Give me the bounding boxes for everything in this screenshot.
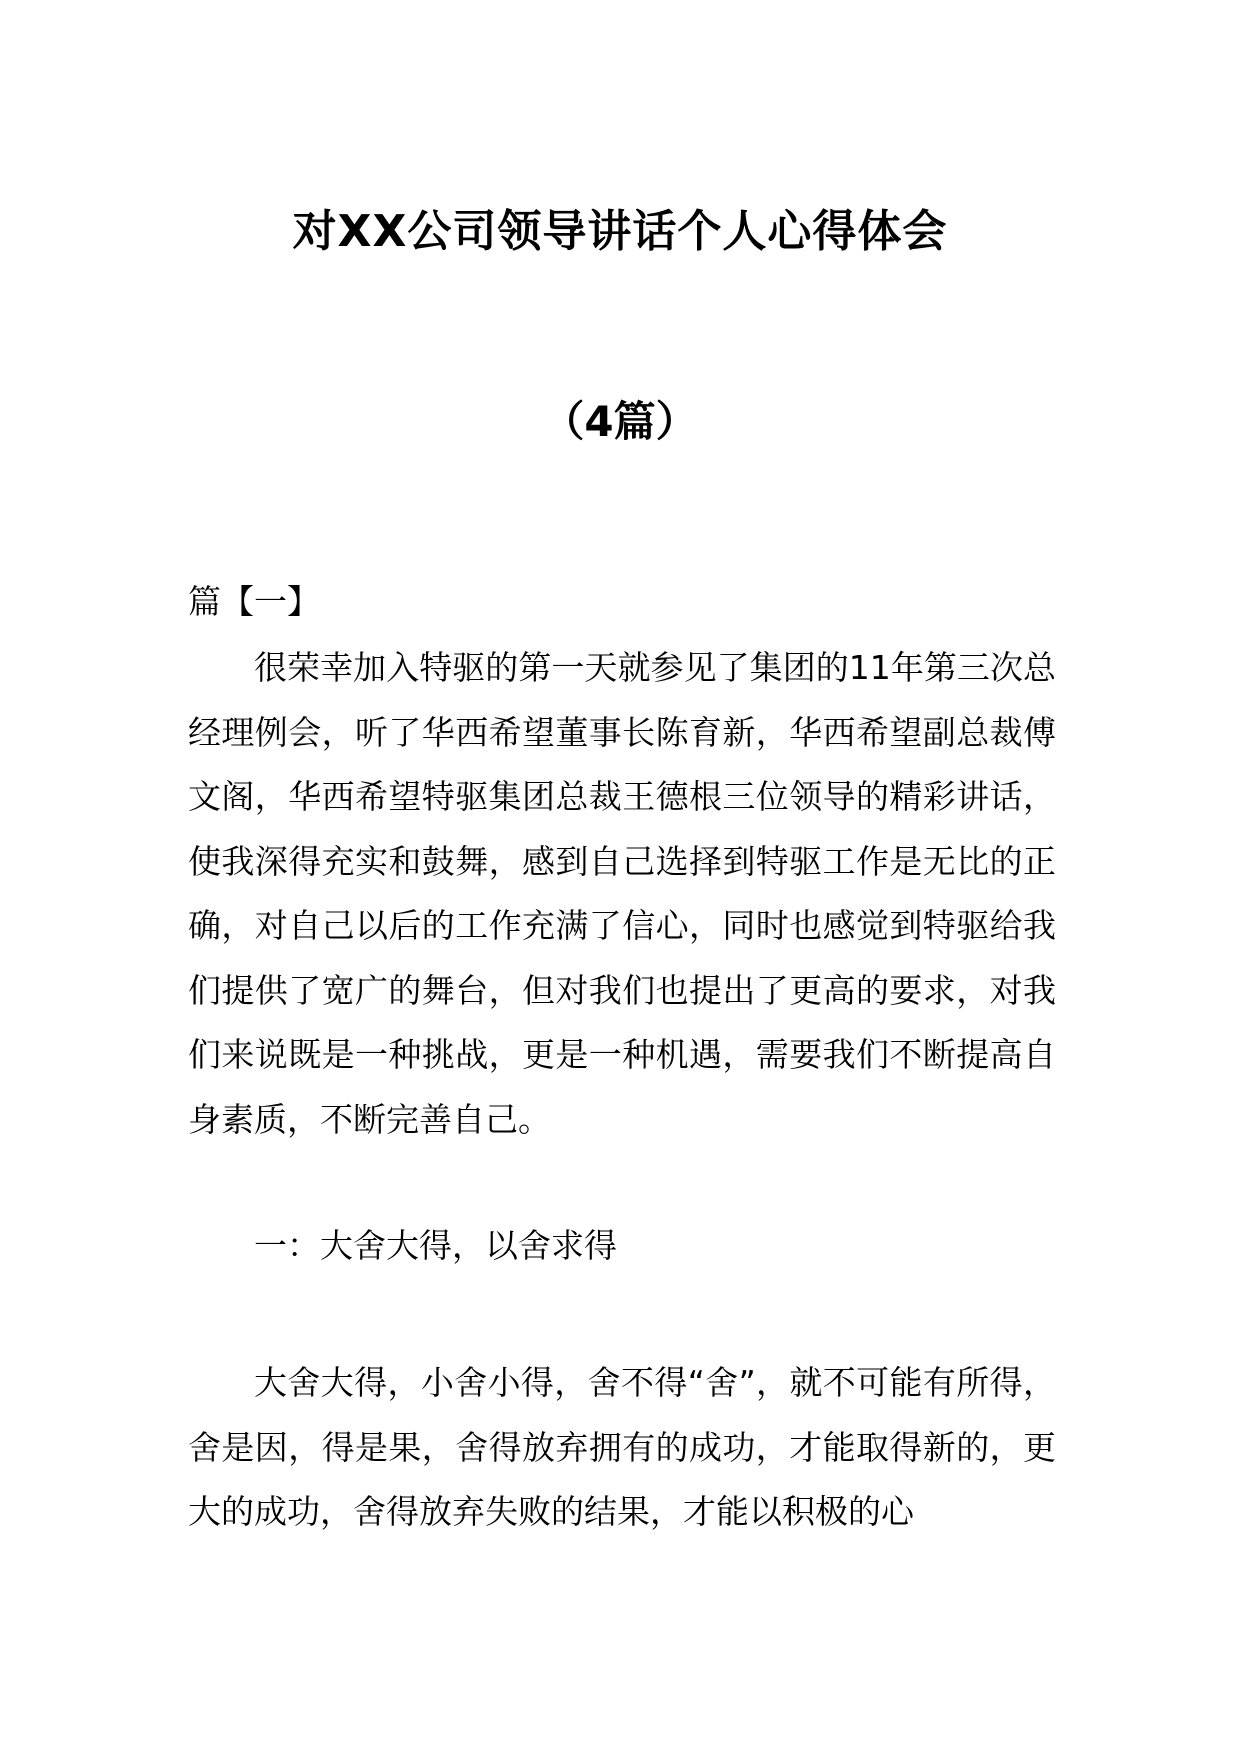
body-paragraph-1: 很荣幸加入特驱的第一天就参见了集团的11年第三次总经理例会，听了华西希望董事长陈育新，华西希望副总裁傅文阁，华西希望特驱集团总裁王德根三位领导的精彩讲话，使我深得充实和鼓舞，感到自己选择到特驱工作是无比的正确，对自己以后的工作充满了信心，同时也感觉到特驱给我们提供了宽广的舞台，但对我们也提出了更高的要求，对我们来说既是一种挑战，更是一种机遇，需要我们不断提高自身素质，不断完善自己。 (188, 648, 1056, 1139)
document-title: 对XX公司领导讲话个人心得体会 (292, 206, 948, 257)
sub-heading: 一：大舍大得，以舍求得 (254, 1226, 617, 1265)
section-heading: 篇【一】 (188, 582, 320, 621)
body-paragraph-2: 大舍大得，小舍小得，舍不得“舍”，就不可能有所得，舍是因，得是果，舍得放弃拥有的成功，才能取得新的，更大的成功，舍得放弃失败的结果，才能以积极的心 (188, 1363, 1056, 1531)
document-subtitle: （4篇） (542, 397, 698, 446)
